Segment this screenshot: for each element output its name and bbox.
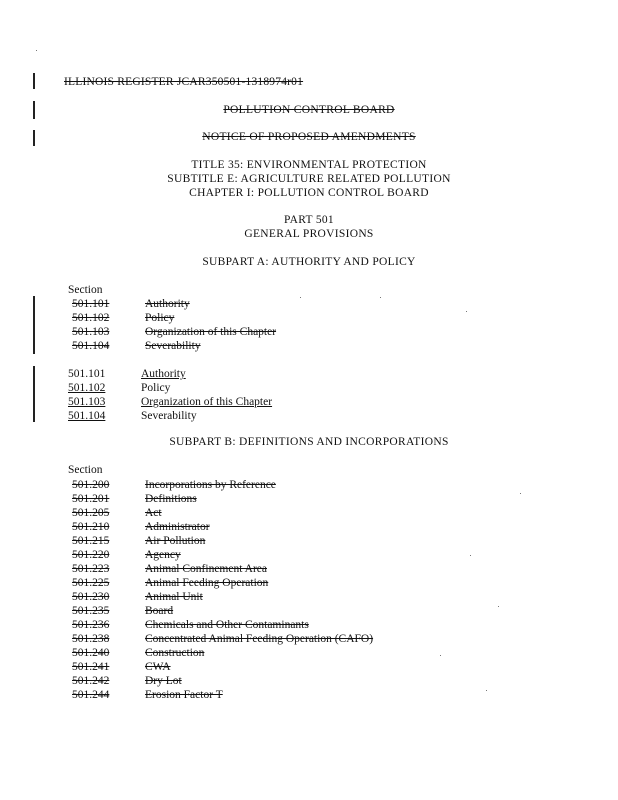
part-name: GENERAL PROVISIONS [244,228,374,240]
subpart-a-heading: SUBPART A: AUTHORITY AND POLICY [202,256,416,268]
section-number: 501.102 [68,382,106,394]
scan-speck [440,655,441,656]
board-name: POLLUTION CONTROL BOARD [223,104,395,116]
section-row-added [0,368,618,382]
section-row-deleted [0,521,618,535]
section-title: Chemicals and Other Contaminants [145,619,309,631]
section-title: Definitions [145,493,197,505]
section-title: Severability [145,340,201,352]
section-title: Animal Feeding Operation [145,577,269,589]
section-row-deleted [0,563,618,577]
section-row-deleted [0,298,618,312]
section-number: 501.225 [72,577,110,589]
section-row-deleted [0,549,618,563]
section-number: 501.101 [68,368,106,380]
section-title: Construction [145,647,205,659]
section-title: Organization of this Chapter [145,326,277,338]
section-title: Board [145,605,174,617]
part-heading: PART 501 [284,214,334,226]
section-title: Severability [141,410,197,422]
section-number: 501.242 [72,675,110,687]
section-title: Policy [145,312,175,324]
section-title: Policy [141,382,171,394]
section-row-deleted [0,675,618,689]
section-title: CWA [145,661,171,673]
scan-speck [520,493,521,494]
title-heading: TITLE 35: ENVIRONMENTAL PROTECTION [191,159,427,171]
section-row-deleted [0,605,618,619]
scan-speck [466,311,467,312]
section-title: Administrator [145,521,210,533]
subpart-b-heading: SUBPART B: DEFINITIONS AND INCORPORATIONS [169,436,449,448]
section-row-deleted [0,493,618,507]
section-number: 501.220 [72,549,110,561]
revision-bar [33,73,35,89]
section-title: Act [145,507,162,519]
section-title: Incorporations by Reference [145,479,276,491]
scan-speck [470,555,471,556]
scan-speck [498,606,499,607]
scan-speck [36,50,37,51]
section-title: Authority [145,298,190,310]
section-row-deleted [0,619,618,633]
section-row-added [0,382,618,396]
section-number: 501.104 [72,340,110,352]
section-title: Animal Unit [145,591,203,603]
notice-title: NOTICE OF PROPOSED AMENDMENTS [202,131,416,143]
section-number: 501.215 [72,535,110,547]
section-row-deleted [0,591,618,605]
section-title: Organization of this Chapter [141,396,273,408]
section-number: 501.240 [72,647,110,659]
section-number: 501.103 [68,396,106,408]
section-number: 501.210 [72,521,110,533]
section-label: Section [68,464,103,476]
section-number: 501.235 [72,605,110,617]
section-title: Authority [141,368,186,380]
subtitle-heading: SUBTITLE E: AGRICULTURE RELATED POLLUTION [167,173,451,185]
section-number: 501.104 [68,410,106,422]
section-title: Concentrated Animal Feeding Operation (CAFO) [145,633,374,645]
section-row-deleted [0,326,618,340]
section-row-deleted [0,633,618,647]
section-title: Erosion Factor T [145,689,223,701]
section-row-deleted [0,647,618,661]
section-title: Dry Lot [145,675,182,687]
register-line: ILLINOIS REGISTER JCAR350501-1318974r01 [64,76,304,88]
section-number: 501.201 [72,493,110,505]
chapter-heading: CHAPTER I: POLLUTION CONTROL BOARD [189,187,429,199]
section-row-deleted [0,312,618,326]
section-number: 501.200 [72,479,110,491]
section-row-deleted [0,577,618,591]
section-title: Agency [145,549,181,561]
section-number: 501.238 [72,633,110,645]
section-number: 501.205 [72,507,110,519]
scan-speck [486,690,487,691]
section-number: 501.223 [72,563,110,575]
section-row-deleted [0,340,618,354]
section-number: 501.103 [72,326,110,338]
section-row-deleted [0,535,618,549]
section-number: 501.230 [72,591,110,603]
section-number: 501.101 [72,298,110,310]
section-row-added [0,396,618,410]
section-row-deleted [0,507,618,521]
section-row-deleted [0,689,618,703]
section-label: Section [68,284,103,296]
section-row-added [0,410,618,424]
section-row-deleted [0,479,618,493]
scan-speck [300,297,301,298]
section-number: 501.102 [72,312,110,324]
section-title: Air Pollution [145,535,206,547]
scan-speck [380,297,381,298]
section-row-deleted [0,661,618,675]
section-number: 501.241 [72,661,110,673]
section-number: 501.236 [72,619,110,631]
section-number: 501.244 [72,689,110,701]
section-title: Animal Confinement Area [145,563,267,575]
